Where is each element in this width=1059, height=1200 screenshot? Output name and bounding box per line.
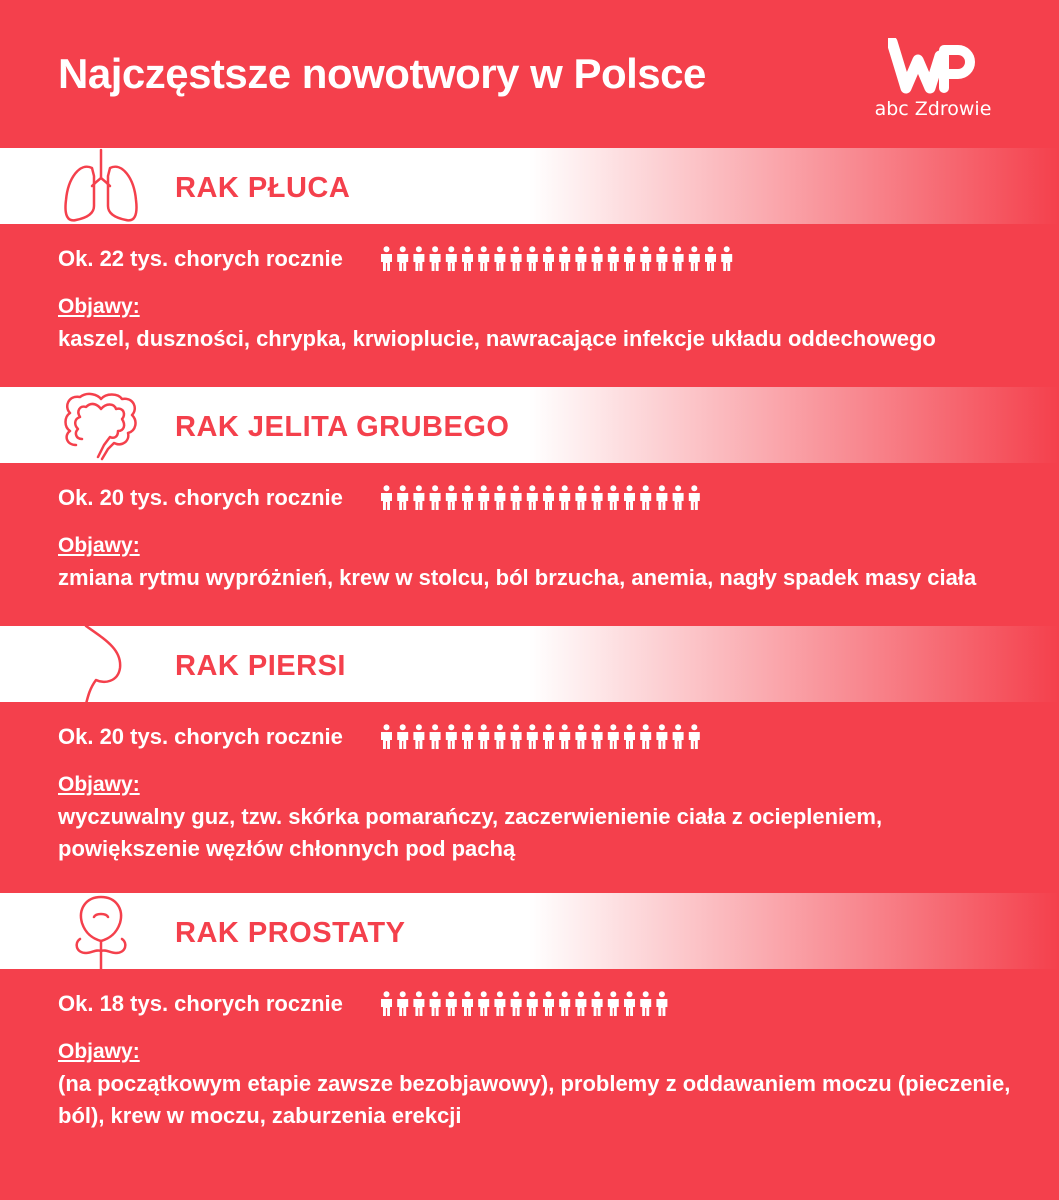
person-icon (478, 991, 489, 1016)
people-icons (380, 991, 672, 1017)
person-icon (494, 246, 505, 271)
person-icon (592, 724, 603, 749)
intestine-icon (56, 387, 146, 467)
person-icon (413, 246, 424, 271)
section-title: RAK PROSTATY (175, 917, 406, 949)
person-icon (608, 485, 619, 510)
patient-count: Ok. 20 tys. chorych rocznie (58, 485, 343, 510)
person-icon (559, 485, 570, 510)
person-icon (381, 724, 392, 749)
person-icon (430, 991, 441, 1016)
person-icon (397, 485, 408, 510)
person-icon (575, 485, 586, 510)
symptoms-label: Objawy: (58, 534, 140, 557)
person-icon (446, 724, 457, 749)
lungs-icon (56, 148, 146, 228)
person-icon (413, 724, 424, 749)
symptoms-label: Objawy: (58, 773, 140, 796)
patient-count: Ok. 22 tys. chorych rocznie (58, 246, 343, 271)
symptoms-label: Objawy: (58, 1040, 140, 1063)
people-icons (380, 246, 737, 272)
person-icon (478, 724, 489, 749)
person-icon (575, 246, 586, 271)
section-band (0, 148, 1059, 224)
person-icon (624, 724, 635, 749)
person-icon (397, 991, 408, 1016)
breast-icon (56, 626, 146, 706)
person-icon (673, 485, 684, 510)
person-icon (462, 991, 473, 1016)
person-icon (656, 485, 667, 510)
section-band (0, 387, 1059, 463)
person-icon (446, 991, 457, 1016)
person-icon (559, 724, 570, 749)
person-icon (511, 991, 522, 1016)
person-icon (381, 991, 392, 1016)
person-icon (413, 991, 424, 1016)
person-icon (543, 991, 554, 1016)
person-icon (494, 724, 505, 749)
person-icon (494, 485, 505, 510)
person-icon (640, 724, 651, 749)
person-icon (527, 485, 538, 510)
person-icon (446, 485, 457, 510)
person-icon (656, 724, 667, 749)
person-icon (592, 991, 603, 1016)
person-icon (689, 724, 700, 749)
person-icon (673, 246, 684, 271)
person-icon (397, 246, 408, 271)
person-icon (575, 991, 586, 1016)
section-band (0, 893, 1059, 969)
symptoms-text: (na początkowym etapie zawsze bezobjawowy), problemy z oddawaniem moczu (pieczenie, ból), krew w moczu, zaburzenia erekcji (58, 1071, 1011, 1128)
person-icon (397, 724, 408, 749)
symptoms-text: kaszel, duszności, chrypka, krwioplucie, nawracające infekcje układu oddechowego (58, 326, 936, 351)
person-icon (656, 991, 667, 1016)
prostate-icon (56, 893, 146, 973)
symptoms-text: zmiana rytmu wypróżnień, krew w stolcu, ból brzucha, anemia, nagły spadek masy ciała (58, 565, 977, 590)
symptoms-label: Objawy: (58, 295, 140, 318)
person-icon (689, 246, 700, 271)
person-icon (527, 246, 538, 271)
person-icon (462, 724, 473, 749)
symptoms-text: wyczuwalny guz, tzw. skórka pomarańczy, zaczerwienienie ciała z ociepleniem, powiększenie węzłów chłonnych pod pachą (58, 804, 883, 861)
person-icon (656, 246, 667, 271)
person-icon (559, 991, 570, 1016)
person-icon (462, 485, 473, 510)
person-icon (527, 724, 538, 749)
person-icon (705, 246, 716, 271)
person-icon (640, 991, 651, 1016)
person-icon (543, 724, 554, 749)
person-icon (430, 724, 441, 749)
person-icon (511, 246, 522, 271)
logo-text: abc Zdrowie (874, 98, 992, 120)
person-icon (592, 485, 603, 510)
patient-count: Ok. 20 tys. chorych rocznie (58, 724, 343, 749)
section-title: RAK JELITA GRUBEGO (175, 411, 510, 443)
person-icon (640, 485, 651, 510)
person-icon (559, 246, 570, 271)
person-icon (624, 246, 635, 271)
person-icon (511, 724, 522, 749)
person-icon (543, 485, 554, 510)
person-icon (624, 485, 635, 510)
page-title: Najczęstsze nowotwory w Polsce (58, 50, 706, 97)
person-icon (640, 246, 651, 271)
person-icon (624, 991, 635, 1016)
person-icon (608, 991, 619, 1016)
patient-count: Ok. 18 tys. chorych rocznie (58, 991, 343, 1016)
wp-logo (868, 38, 1008, 128)
person-icon (478, 485, 489, 510)
person-icon (478, 246, 489, 271)
people-icons (380, 485, 704, 511)
person-icon (575, 724, 586, 749)
person-icon (381, 485, 392, 510)
person-icon (689, 485, 700, 510)
section-title: RAK PIERSI (175, 650, 346, 682)
section-title: RAK PŁUCA (175, 172, 351, 204)
person-icon (592, 246, 603, 271)
person-icon (430, 485, 441, 510)
person-icon (511, 485, 522, 510)
person-icon (608, 724, 619, 749)
person-icon (494, 991, 505, 1016)
section-band (0, 626, 1059, 702)
person-icon (413, 485, 424, 510)
people-icons (380, 724, 704, 750)
wp-logo-mark (888, 38, 978, 96)
person-icon (446, 246, 457, 271)
person-icon (608, 246, 619, 271)
person-icon (462, 246, 473, 271)
person-icon (543, 246, 554, 271)
person-icon (673, 724, 684, 749)
person-icon (527, 991, 538, 1016)
person-icon (721, 246, 732, 271)
person-icon (381, 246, 392, 271)
person-icon (430, 246, 441, 271)
